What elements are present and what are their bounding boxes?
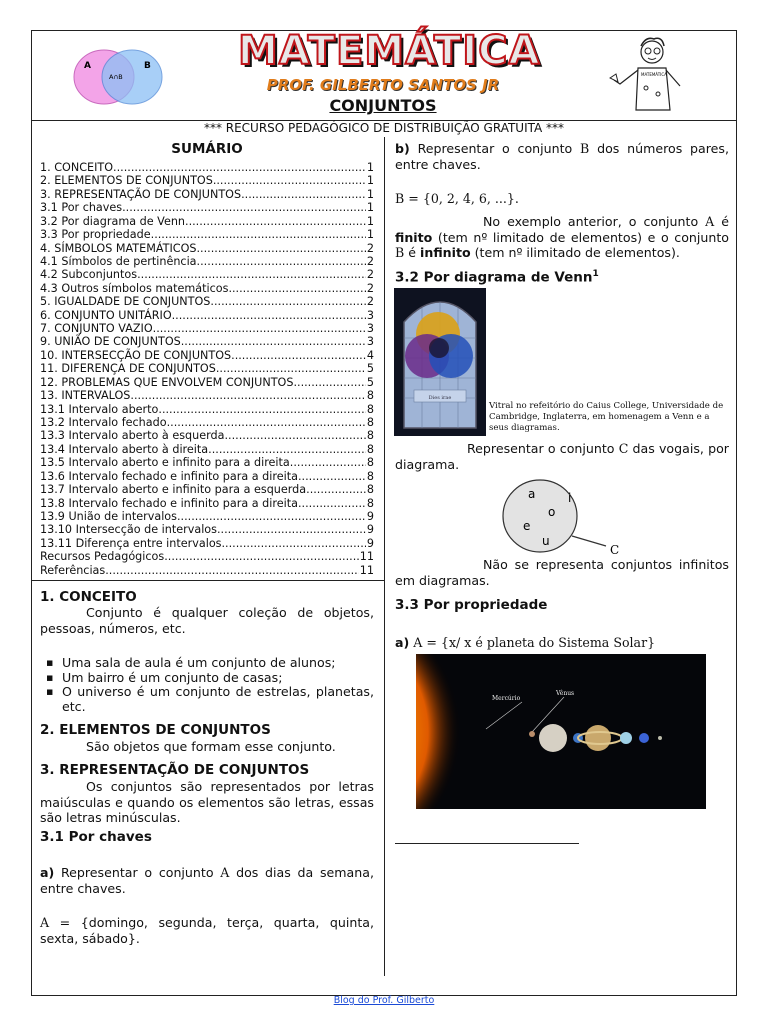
toc-item [40,550,374,563]
toc-leader-dots [105,564,359,577]
toc-item [40,483,374,496]
toc-item [40,456,374,469]
toc-item [40,201,374,214]
toc-item-label: 6. CONJUNTO UNITÁRIO [40,308,172,322]
toc-item-page: 11 [359,563,374,577]
finite-word: finito [395,229,433,245]
example-c-text-2: das vogais, por diagrama. [395,441,729,472]
set-b-definition: B = {0, 2, 4, 6, ...}. [395,191,519,206]
logo-intersection: A∩B [109,73,123,81]
toc-item-page: 5 [366,362,374,376]
toc-leader-dots [153,322,366,335]
vowel-e: e [523,519,531,533]
toc-item-label: Recursos Pedagógicos [40,550,165,564]
toc-item [40,564,374,577]
example-b-text-2: dos números pares, entre chaves. [395,141,729,172]
toc-item-page: 2 [366,295,374,309]
toc-item-label: 3. REPRESENTAÇÃO DE CONJUNTOS [40,187,242,201]
finite-text-4: é [408,245,417,260]
toc-item [40,523,374,536]
toc-leader-dots [164,550,359,563]
toc-item-page: 8 [366,402,374,416]
section-3-1-title: 3.1 Por chaves [40,829,152,845]
toc-item-label: 2. ELEMENTOS DE CONJUNTOS [40,174,213,188]
infinite-word: infinito [420,245,471,260]
toc-item-label: 3.3 Por propriedade [40,228,151,242]
logo-set-b: B [144,61,151,71]
example-b-set: B [580,141,590,156]
toc-item-page: 3 [366,308,374,322]
example-b-label: b) [395,141,410,156]
toc-item [40,188,374,201]
venn-logo-icon [70,46,166,108]
toc-item [40,161,374,174]
section-3-2-label: 3.2 Por diagrama de Venn [395,269,593,286]
toc-leader-dots [293,376,365,389]
toc-item-label: 3.1 Por chaves [40,201,123,215]
toc-item-label: 13.10 Intersecção de intervalos [40,523,217,537]
toc-item-label: 13.8 Intervalo fechado e infinito para a direita [40,496,298,510]
finite-text-5: (tem nº ilimitado de elementos). [474,245,680,260]
solar-system-image [416,654,706,809]
toc-item [40,309,374,322]
set-a-definition [40,915,374,946]
finite-infinite-text [395,214,729,261]
toc-leader-dots [222,537,366,550]
toc-leader-dots [181,335,366,348]
toc-leader-dots [197,242,366,255]
vowel-a: a [528,487,536,501]
toc-item-label: 4.2 Subconjuntos [40,268,138,282]
property-definition [395,635,729,651]
example-b-text [395,141,729,172]
blog-link[interactable]: Blog do Prof. Gilberto [333,995,435,1006]
toc-item-page: 4 [366,348,374,362]
toc-item-page: 1 [366,214,374,228]
toc-item-page: 8 [366,416,374,430]
vowel-o: o [548,505,556,519]
toc-item [40,242,374,255]
section-3-3-title: 3.3 Por propriedade [395,597,548,613]
toc-item-label: 7. CONJUNTO VAZIO [40,322,153,336]
toc-item-page: 8 [366,469,374,483]
finite-text-2: é [721,214,729,229]
toc-item [40,282,374,295]
finite-text-1: No exemplo anterior, o conjunto [483,214,699,229]
toc-leader-dots [151,228,366,241]
toc-leader-dots [177,510,366,523]
toc-leader-dots [216,362,366,375]
toc-item-page: 1 [366,174,374,188]
toc-item-label: 11. DIFERENÇA DE CONJUNTOS [40,362,216,376]
toc-item [40,268,374,281]
page-title: MATEMÁTICA [238,28,541,74]
toc-item-label: 4.1 Símbolos de pertinência [40,254,197,268]
section-1-text: Conjunto é qualquer coleção de objetos, pessoas, números, etc. [40,605,374,636]
column-divider [384,137,385,976]
toc-item-label: 4.3 Outros símbolos matemáticos [40,281,229,295]
set-a-rhs: = {domingo, segunda, terça, quarta, quinta, sexta, sábado}. [40,915,374,946]
toc-item-label: 5. IGUALDADE DE CONJUNTOS [40,295,211,309]
toc-leader-dots [122,201,366,214]
toc-item-label: 13.4 Intervalo aberto à direita [40,442,209,456]
image-caption: Vitral no refeitório do Caius College, Universidade de Cambridge, Inglaterra, em homenagem a Venn e a seus diagramas. [489,401,724,433]
logo-set-a: A [84,61,91,71]
toc-leader-dots [137,268,366,281]
toc-item-page: 11 [359,550,374,564]
toc-item-label: 13.9 União de intervalos [40,509,177,523]
toc-item-label: 13.11 Diferença entre intervalos [40,536,222,550]
toc-item [40,349,374,362]
examples-list [44,656,374,714]
table-of-contents [40,161,374,577]
finite-text-3: (tem nº limitado de elementos) e o conjunto [437,229,729,245]
example-a-set: A [220,865,230,880]
toc-item-page: 8 [366,429,374,443]
finite-set-a: A [705,214,715,229]
toc-item-label: 1. CONCEITO [40,161,114,174]
vowel-i: i [568,491,572,505]
toc-item-page: 3 [366,335,374,349]
list-item: ▪ O universo é um conjunto de estrelas, planetas, etc. [44,685,374,714]
toc-item [40,295,374,308]
toc-leader-dots [185,215,366,228]
toc-item [40,497,374,510]
toc-item-label: 13.6 Intervalo fechado e infinito para a direita [40,469,298,483]
toc-item-page: 1 [366,228,374,242]
example-c-set: C [618,441,629,456]
toc-item-label: 13.1 Intervalo aberto [40,402,159,416]
toc-item [40,416,374,429]
toc-item-page: 9 [366,536,374,550]
toc-leader-dots [113,161,366,174]
toc-item [40,376,374,389]
toc-divider [32,580,384,581]
property-label: a) [395,635,410,650]
toc-leader-dots [167,416,366,429]
list-item: ▪ Um bairro é um conjunto de casas; [44,671,374,686]
toc-item-page: 8 [366,456,374,470]
toc-leader-dots [306,483,366,496]
toc-item [40,429,374,442]
toc-leader-dots [290,456,366,469]
set-c-label: C [610,543,620,557]
toc-leader-dots [172,309,366,322]
vowel-venn-diagram [500,478,640,558]
toc-item [40,537,374,550]
toc-item-page: 2 [366,241,374,255]
example-a-label: a) [40,865,55,880]
toc-item [40,389,374,402]
example-a-text-1: Representar o conjunto [60,865,214,880]
toc-item-page: 1 [366,161,374,174]
toc-leader-dots [241,188,366,201]
toc-leader-dots [298,497,366,510]
toc-item-label: 10. INTERSECÇÃO DE CONJUNTOS [40,348,232,362]
toc-leader-dots [208,443,366,456]
toc-item [40,174,374,187]
toc-item [40,470,374,483]
toc-leader-dots [217,523,366,536]
toc-item-page: 8 [366,389,374,403]
toc-item-page: 5 [366,375,374,389]
toc-leader-dots [231,349,366,362]
toc-leader-dots [197,255,366,268]
toc-item-page: 1 [366,187,374,201]
label-venus: Vênus [556,690,575,697]
toc-item-label: 13. INTERVALOS [40,389,131,403]
subject-title: CONJUNTOS [329,96,437,115]
toc-item-label: 4. SÍMBOLOS MATEMÁTICOS [40,241,197,255]
toc-item [40,362,374,375]
toc-item [40,403,374,416]
section-2-title: 2. ELEMENTOS DE CONJUNTOS [40,722,271,738]
distribution-banner: *** RECURSO PEDAGÓGICO DE DISTRIBUIÇÃO GRATUITA *** [203,121,565,135]
footer [0,995,768,1006]
list-item: ▪ Uma sala de aula é um conjunto de alunos; [44,656,374,671]
toc-item-page: 2 [366,281,374,295]
property-set: A = {x/ x é planeta do Sistema Solar} [413,635,656,650]
teacher-shirt-text: MATEMÁTICA [641,72,667,77]
toc-item-label: 12. PROBLEMAS QUE ENVOLVEM CONJUNTOS [40,375,294,389]
teacher-cartoon-icon [606,34,690,114]
toc-item [40,322,374,335]
stained-glass-venn-image [394,288,486,436]
toc-item-label: 13.7 Intervalo aberto e infinito para a esquerda [40,483,307,497]
toc-item-page: 8 [366,496,374,510]
example-c-text [395,441,729,472]
toc-item-label: 13.3 Intervalo aberto à esquerda [40,429,225,443]
toc-leader-dots [130,389,365,402]
footnote-separator [395,843,579,844]
toc-item-page: 9 [366,509,374,523]
section-1-title: 1. CONCEITO [40,589,137,605]
toc-item-label: 13.5 Intervalo aberto e infinito para a direita [40,456,290,470]
example-a-text [40,865,374,896]
author-name: PROF. GILBERTO SANTOS JR [266,76,500,94]
footnote-marker: 1 [592,269,599,279]
toc-item-page: 1 [366,201,374,215]
toc-item [40,228,374,241]
toc-item [40,335,374,348]
toc-item [40,510,374,523]
toc-item-page: 3 [366,322,374,336]
section-3-2-title [395,269,599,286]
toc-item [40,443,374,456]
set-a-lhs: A [40,915,50,930]
toc-leader-dots [158,403,365,416]
no-infinite-diagram-text: Não se representa conjuntos infinitos em diagramas. [395,557,729,588]
label-mercury: Mercúrio [492,695,521,702]
toc-item-page: 8 [366,442,374,456]
toc-item-page: 2 [366,268,374,282]
example-b-text-1: Representar o conjunto [417,141,573,156]
toc-item-page: 8 [366,483,374,497]
toc-leader-dots [228,282,365,295]
toc-leader-dots [298,470,366,483]
toc-item [40,215,374,228]
toc-item-label: 13.2 Intervalo fechado [40,416,167,430]
toc-item-page: 9 [366,523,374,537]
toc-leader-dots [225,429,366,442]
toc-leader-dots [210,295,365,308]
section-3-text: Os conjuntos são representados por letras maiúsculas e quando os elementos são letras, essas são letras minúsculas. [40,779,374,825]
section-3-title: 3. REPRESENTAÇÃO DE CONJUNTOS [40,762,310,778]
infinite-set-b: B [395,245,405,260]
toc-item-label: Referências [40,563,106,577]
example-a-text-2: dos dias da semana, entre chaves. [40,865,374,896]
toc-title: SUMÁRIO [171,141,243,157]
section-2-text: São objetos que formam esse conjunto. [86,739,336,754]
toc-leader-dots [213,174,366,187]
toc-item-label: 3.2 Por diagrama de Venn [40,214,186,228]
toc-item-page: 2 [366,254,374,268]
stained-glass-inscription: Dies irae [428,395,452,401]
example-c-text-1: Representar o conjunto [467,441,615,456]
vowel-u: u [542,534,550,548]
toc-item-label: 9. UNIÃO DE CONJUNTOS [40,335,181,349]
toc-item [40,255,374,268]
